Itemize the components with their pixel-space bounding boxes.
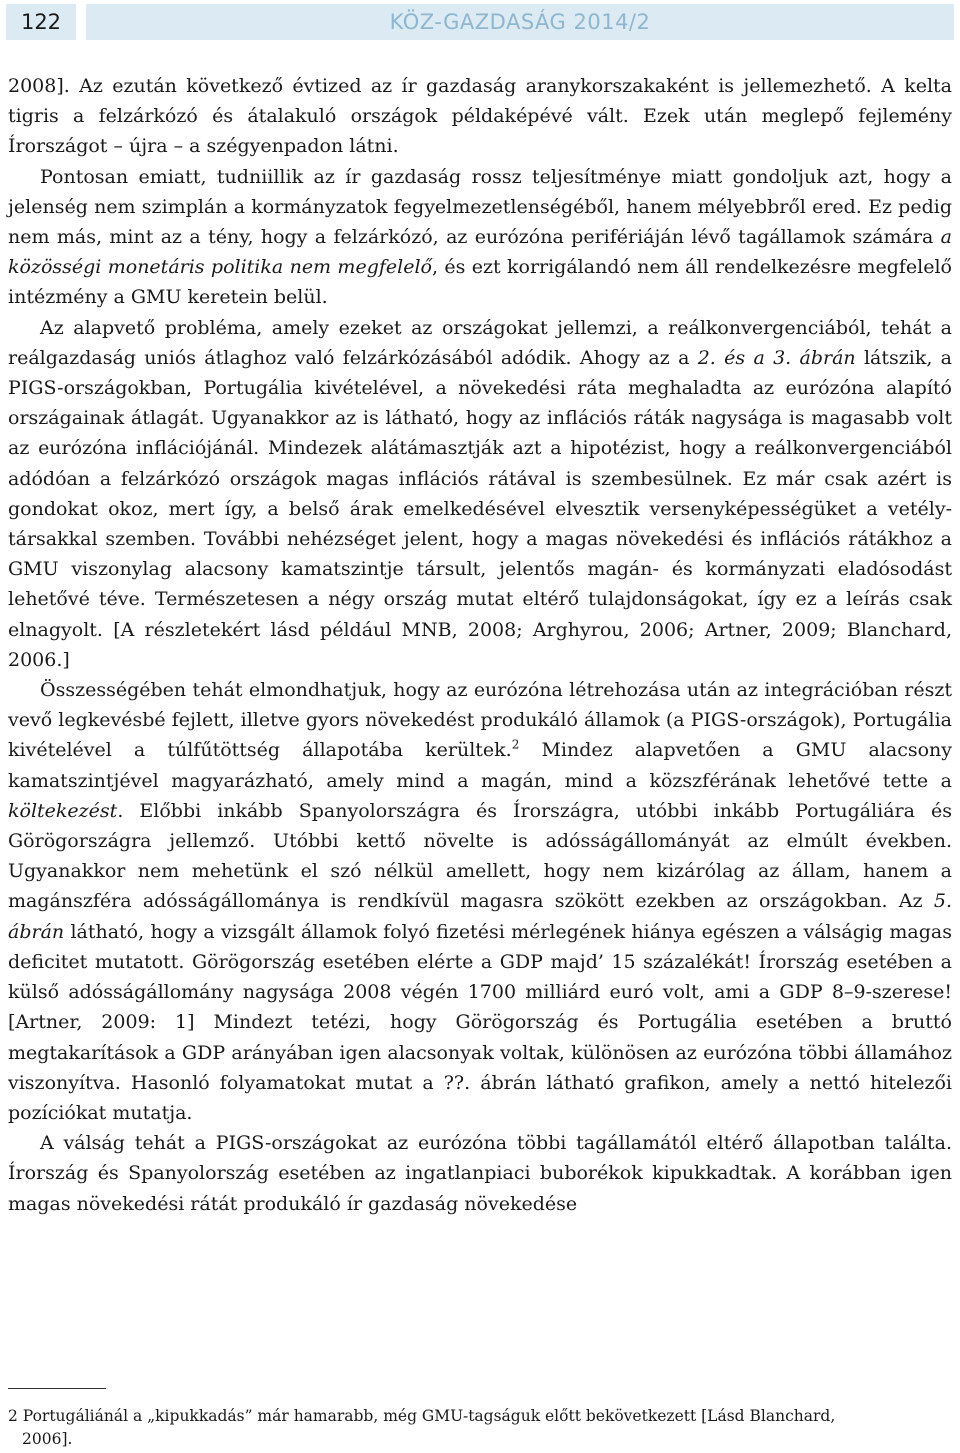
paragraph: 2008]. Az ezután következő évtized az ír gazdaság aranykorszakaként is jellemezhető. A kelta tigris a felzárkózó és átalakuló országok példaképévé vált. Ezek után meglepő fejlemény Írországot – újra – a szégyenpadon látni. <box>8 75 952 158</box>
footnote <box>8 1405 952 1451</box>
paragraph: Összességében tehát elmondhatjuk, hogy az eurózóna létrehozása után az integrációban részt vevő legkevésbé fejlett, illetve gyors növekedést produkáló államok (a PIGS-országok), Portugália kivételével a túlfűtöttség állapotába kerültek.$^2$ Mindez alapvetően a GMU alacsony kamatszintjével magyarázható, amely mind a magán, mind a közszférának lehetővé tette a költekezést. Előbbi inkább Spanyolországra és Írországra, utóbbi inkább Portugáliára és Görögországra jellemző. Utóbbi kettő növelte is adósságállományát az elmúlt években. Ugyanakkor nem mehetünk el szó nélkül amellett, hogy nem kizárólag az állam, hanem a magánszféra adósságállománya is rendkívül magasra szökött ezekben az országokban. Az 5. ábrán látható, hogy a vizsgált államok folyó fizetési mérlegének hiánya egészen a válságig magas deficitet mutatott. Görögország esetében elérte a GDP majd’ 15 százalékát! Írország esetében a külső adósságállomány nagysága 2008 végén 1700 milliárd euró volt, ami a GDP 8–9-szerese! [Artner, 2009: 1] Mindezt tetézi, hogy Görögország és Portugália esetében a bruttó megtakarítások a GDP arányában igen alacsonyak voltak, különösen az eurózóna többi államához viszonyítva. Hasonló folyamatokat mutat a ??. ábrán látható grafikon, amely a nettó hitelezői pozíciókat mutatja. <box>8 679 952 1124</box>
emphasis: a közösségi monetáris politika nem megfelelő <box>8 226 952 279</box>
figure-reference: 5. ábrán <box>8 890 952 943</box>
page-number: 122 <box>6 4 76 40</box>
footnote-continuation: 2006]. <box>22 1430 73 1448</box>
footnote-divider <box>8 1388 106 1389</box>
figure-reference: 2. és a 3. ábrán <box>697 346 856 369</box>
paragraph: Az alapvető probléma, amely ezeket az országokat jellemzi, a reálkonvergenciából, tehát a reálgazdaság uniós átlaghoz való felzárkózásából adódik. Ahogy az a 2. és a 3. ábrán látszik, a PIGS-országokban, Portugália kivételével, a növekedési ráta meghaladta az eurózóna alapító országainak átlagát. Ugyanakkor az is látható, hogy az inflációs ráták nagysága is magasabb volt az eurózóna inflációjánál. Mindezek alátámasztják azt a hipotézist, hogy a reálkonvergenciából adódóan a felzárkózó országok magas inflációs rátával is szembesülnek. Ez már csak azért is gondokat okoz, mert így, a belső árak emelkedésével elvesztik versenyképességüket a vetélytársakkal szemben. További nehézséget jelent, hogy a magas növekedési és inflációs rátákhoz a GMU viszonylag alacsony kamatszintje társult, jelentős magán- és kormányzati eladósodást lehetővé téve. Természetesen a négy ország mutat eltérő tulajdonságokat, így ez a leírás csak elnagyolt. [A részletekért lásd például MNB, 2008; Arghyrou, 2006; Artner, 2009; Blanchard, 2006.] <box>8 316 953 671</box>
footnote-text: 2 Portugáliánál a „kipukkadás” már hamarabb, még GMU-tagságuk előtt bekövetkezett [Lásd Blanchard, <box>8 1407 836 1425</box>
paragraph: A válság tehát a PIGS-országokat az eurózóna többi tagállamától eltérő állapotban találta. Írország és Spanyolország esetében az ingatlanpiaci buborékok kipukkadtak. A korábban igen magas növekedési rátát produkáló ír gazdaság növekedése <box>8 1132 952 1215</box>
journal-title: KÖZ-GAZDASÁG 2014/2 <box>86 4 954 40</box>
article-body <box>8 71 952 1219</box>
paragraph: Pontosan emiatt, tudniillik az ír gazdaság rossz teljesítménye miatt gondoljuk azt, hogy a jelenség nem szimplán a kormányzatok fegyelmezetlenségéből, hanem mélyebbről ered. Ez pedig nem más, mint az a tény, hogy a felzárkózó, az eurózóna perifériáján lévő tagállamok számára a közösségi monetáris politika nem megfelelő, és ezt korrigálandó nem áll rendelkezésre megfelelő intézmény a GMU keretein belül. <box>8 165 952 309</box>
emphasis: költekezést <box>8 799 118 822</box>
page-header <box>6 4 954 40</box>
footnote-marker: 2 <box>511 738 520 753</box>
